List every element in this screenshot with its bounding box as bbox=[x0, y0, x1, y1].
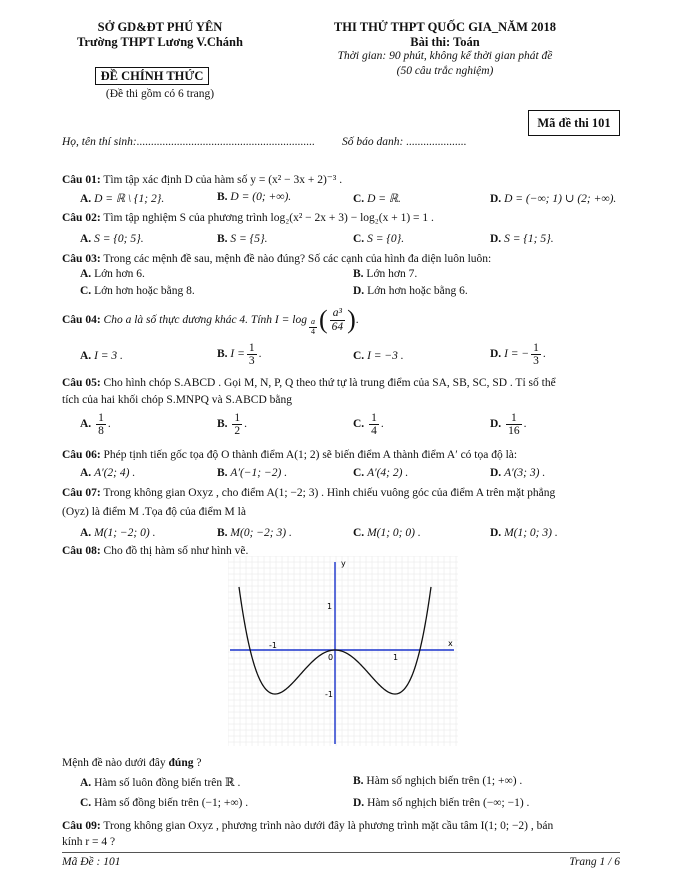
q5-option-d: D. $\frac{1}{16}$ . bbox=[490, 412, 527, 438]
question-2: Câu 02: Tìm tập nghiệm S của phương trình log₂(x² − 2x + 3) − log₂(x + 1) = 1 . bbox=[62, 212, 434, 224]
q7-option-d: D. M(1; 0; 3) . bbox=[490, 527, 558, 539]
q2-option-d: D. S = {1; 5}. bbox=[490, 233, 554, 245]
footer-divider bbox=[62, 852, 620, 853]
q6-option-c: C. A′(4; 2) . bbox=[353, 467, 409, 479]
q6-option-d: D. A′(3; 3) . bbox=[490, 467, 546, 479]
exam-subject: Bài thi: Toán bbox=[410, 35, 480, 49]
q3-option-c: C. Lớn hơn hoặc bằng 8. bbox=[80, 285, 195, 297]
q4-option-d: D. I = − $\frac{1}{3}$ . bbox=[490, 342, 546, 368]
x-axis-label: x bbox=[448, 639, 453, 648]
q8-option-c: C. Hàm số đồng biến trên (−1; +∞) . bbox=[80, 797, 249, 809]
q4-log-base: $\frac{a}{4}$ bbox=[310, 317, 315, 336]
q4-option-a: A. I = 3 . bbox=[80, 350, 123, 362]
footer-page: Trang 1 / 6 bbox=[569, 856, 620, 868]
question-4: Câu 04: Cho a là số thực dương khác 4. Tính I = log $\frac{a}{4}$ ( $\frac{\text{a³}}{64}$ ) . bbox=[62, 305, 359, 336]
q4-option-b: B. I = $\frac{1}{3}$ . bbox=[217, 342, 262, 368]
exam-time: Thời gian: 90 phút, không kể thời gian phát đề bbox=[337, 50, 553, 62]
question-7-line1: Câu 07: Trong không gian Oxyz , cho điểm A(1; −2; 3) . Hình chiếu vuông góc của điểm A trên mặt phẳng bbox=[62, 487, 556, 499]
q7-option-b: B. M(0; −2; 3) . bbox=[217, 527, 292, 539]
tick-label-y-pos: 1 bbox=[327, 602, 333, 611]
question-6: Câu 06: Phép tịnh tiến gốc tọa độ O thành điểm A(1; 2) sẽ biến điểm A thành điểm A′ có tọa độ là: bbox=[62, 449, 518, 461]
footer-code: Mã Đề : 101 bbox=[62, 856, 121, 868]
org-name: SỞ GD&ĐT PHÚ YÊN bbox=[97, 20, 223, 34]
q3-option-b: B. Lớn hơn 7. bbox=[353, 268, 418, 280]
q8-option-d: D. Hàm số nghịch biến trên (−∞; −1) . bbox=[353, 797, 530, 809]
exam-code-box: Mã đề thi 101 bbox=[528, 110, 620, 136]
q5-option-c: C. $\frac{1}{4}$ . bbox=[353, 412, 384, 438]
q3-option-a: A. Lớn hơn 6. bbox=[80, 268, 145, 280]
questions-note: (50 câu trắc nghiệm) bbox=[396, 65, 494, 77]
y-axis-label: y bbox=[341, 559, 346, 568]
question-8: Câu 08: Cho đồ thị hàm số như hình vẽ. bbox=[62, 545, 249, 557]
question-7-line2: (Oyz) là điểm M .Tọa độ của điểm M là bbox=[62, 506, 246, 518]
tick-label-y-neg: -1 bbox=[325, 690, 333, 699]
tick-label-x-pos: 1 bbox=[393, 653, 399, 662]
q7-option-a: A. M(1; −2; 0) . bbox=[80, 527, 156, 539]
q6-option-a: A. A′(2; 4) . bbox=[80, 467, 136, 479]
q1-option-a: A. D = ℝ \ {1; 2}. bbox=[80, 193, 165, 205]
q2-option-c: C. S = {0}. bbox=[353, 233, 405, 245]
origin-label: 0 bbox=[328, 653, 334, 662]
q1-option-b: B. D = (0; +∞). bbox=[217, 191, 292, 203]
tick-label-x-neg: -1 bbox=[269, 641, 277, 650]
q2-option-b: B. S = {5}. bbox=[217, 233, 268, 245]
q7-option-c: C. M(1; 0; 0) . bbox=[353, 527, 421, 539]
q8-option-a: A. Hàm số luôn đồng biến trên ℝ . bbox=[80, 777, 241, 789]
q1-option-d: D. D = (−∞; 1) ∪ (2; +∞). bbox=[490, 193, 617, 205]
q4-log-argument: $\frac{\text{a³}}{64}$ bbox=[331, 307, 344, 333]
q5-option-b: B. $\frac{1}{2}$ . bbox=[217, 412, 248, 438]
question-9-line2: kính r = 4 ? bbox=[62, 836, 116, 848]
question-5-line1: Câu 05: Cho hình chóp S.ABCD . Gọi M, N, P, Q theo thứ tự là trung điểm của SA, SB, SC, SD . Tỉ số thể bbox=[62, 377, 556, 389]
function-graph bbox=[228, 556, 458, 746]
q3-option-d: D. Lớn hơn hoặc bằng 6. bbox=[353, 285, 468, 297]
student-name-field: Họ, tên thí sinh:.............................................................. bbox=[62, 136, 315, 148]
pages-note: (Đề thi gồm có 6 trang) bbox=[105, 88, 215, 100]
question-9-line1: Câu 09: Trong không gian Oxyz , phương trình nào dưới đây là phương trình mặt cầu tâm I(1; 0; −2) , bán bbox=[62, 820, 554, 832]
q1-option-c: C. D = ℝ. bbox=[353, 193, 401, 205]
q8-option-b: B. Hàm số nghịch biến trên (1; +∞) . bbox=[353, 775, 523, 787]
school-name: Trường THPT Lương V.Chánh bbox=[77, 35, 243, 49]
student-id-field: Số báo danh: ..................... bbox=[342, 136, 467, 148]
q6-option-b: B. A′(−1; −2) . bbox=[217, 467, 288, 479]
official-badge: ĐỀ CHÍNH THỨC bbox=[95, 67, 209, 85]
question-8-prompt: Mệnh đề nào dưới đây đúng ? bbox=[62, 757, 202, 769]
q4-option-c: C. I = −3 . bbox=[353, 350, 404, 362]
q2-option-a: A. S = {0; 5}. bbox=[80, 233, 144, 245]
question-3: Câu 03: Trong các mệnh đề sau, mệnh đề nào đúng? Số các cạnh của hình đa diện luôn luôn: bbox=[62, 253, 492, 265]
question-1: Câu 01: Tìm tập xác định D của hàm số y = (x² − 3x + 2)⁻³ . bbox=[62, 174, 343, 186]
exam-title: THI THỬ THPT QUỐC GIA_NĂM 2018 bbox=[333, 20, 557, 34]
question-5-line2: tích của hai khối chóp S.MNPQ và S.ABCD bằng bbox=[62, 394, 292, 406]
q5-option-a: A. $\frac{1}{8}$ . bbox=[80, 412, 111, 438]
